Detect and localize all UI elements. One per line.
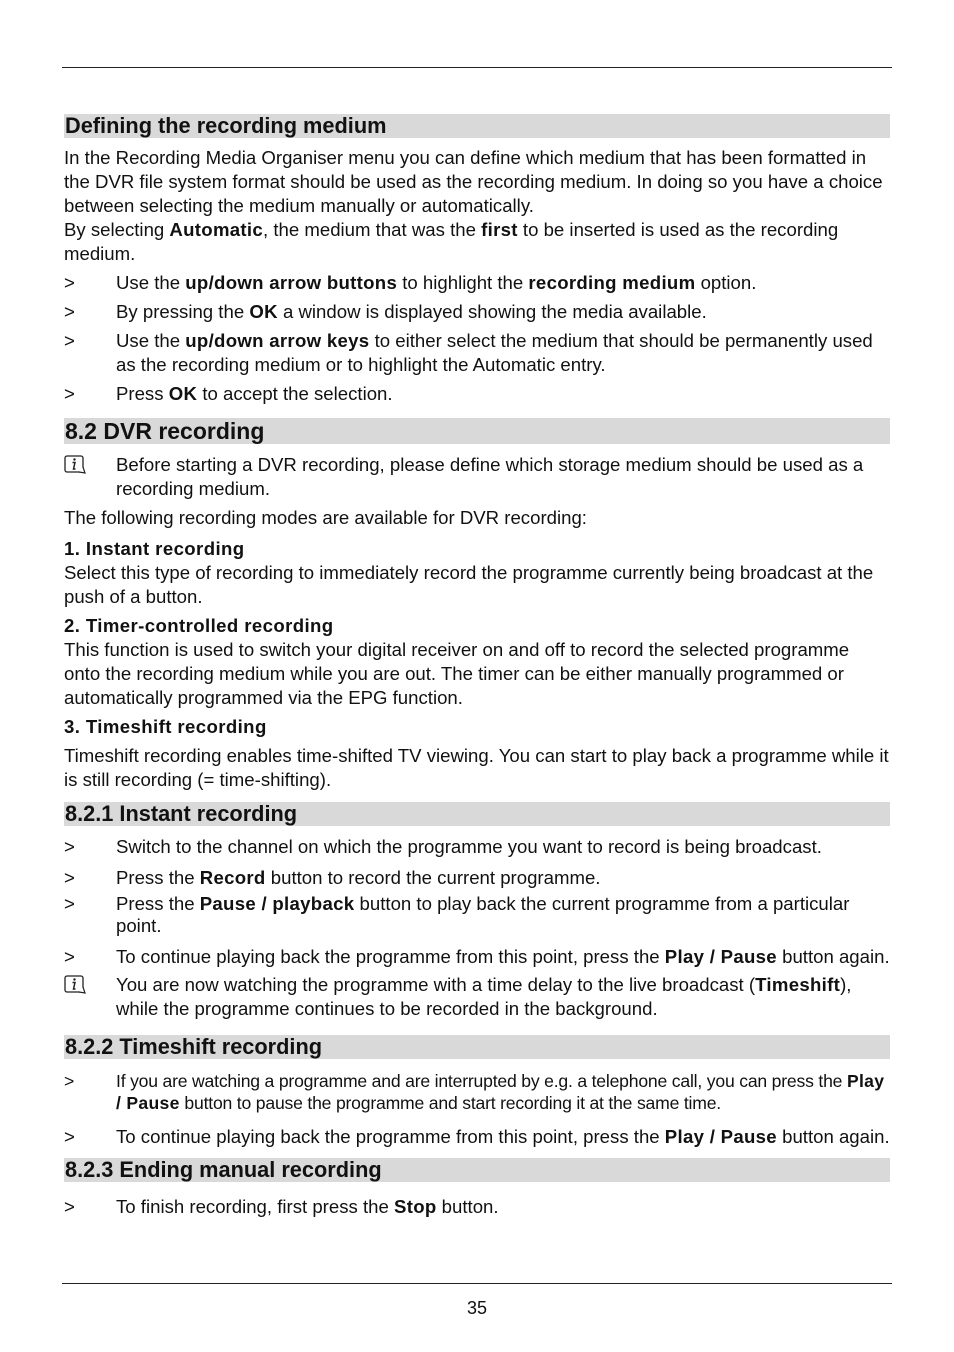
list-item [64,893,890,937]
list-item [64,1125,890,1149]
section-heading: 8.2 DVR recording [64,418,890,444]
emphasis: first [481,219,518,240]
emphasis: Stop [394,1196,437,1217]
emphasis: up/down arrow buttons [185,272,398,293]
bullet-marker: > [64,272,75,293]
text: Press the [116,867,200,888]
text: You are now watching the programme with a time delay to the live broadcast ( [116,974,756,995]
section-heading: 8.2.1 Instant recording [64,802,890,826]
bottom-rule [62,1283,892,1284]
paragraph: Timeshift recording enables time-shifted TV viewing. You can start to play back a programme while it is still recording (= time-shifting). [64,745,889,790]
list-item [64,300,890,324]
top-rule [62,67,892,68]
emphasis: Play / Pause [664,946,777,967]
emphasis: Pause / playback [199,893,355,914]
bullet-marker: > [64,1071,75,1091]
emphasis: Play / Pause [116,1071,885,1113]
text: Press the [116,893,200,914]
text: Switch to the channel on which the programme you want to record is being broadcast. [116,836,822,857]
section-heading: Defining the recording medium [64,114,890,138]
text: a window is displayed showing the media available. [277,301,707,322]
emphasis: Record [199,867,266,888]
bullet-marker: > [64,330,75,351]
bullet-marker: > [64,1196,75,1217]
paragraph: The following recording modes are available for DVR recording: [64,507,587,528]
list-item [64,946,890,968]
info-icon [64,455,86,481]
text: Use the [116,272,186,293]
text: button to record the current programme. [265,867,601,888]
list-item [64,329,890,377]
note-text: Before starting a DVR recording, please define which storage medium should be used as a recording medium. [116,454,864,499]
bullet-marker: > [64,1126,75,1147]
text: button. [436,1196,499,1217]
page-content [64,114,890,1219]
paragraph: Select this type of recording to immediately record the programme currently being broadcast at the push of a button. [64,562,874,607]
emphasis: Automatic [169,219,264,240]
text: , the medium that was the [263,219,482,240]
bullet-marker: > [64,301,75,322]
bullet-marker: > [64,867,75,888]
subheading: 3. Timeshift recording [64,716,267,737]
text: option. [695,272,757,293]
text: button to pause the programme and start recording it at the same time. [179,1093,721,1113]
emphasis: Timeshift [755,974,841,995]
info-note [64,453,890,501]
text: By selecting [64,219,170,240]
text: By pressing the [116,301,250,322]
bullet-marker: > [64,836,75,857]
text: to be inserted is used as the recording medium. [64,219,839,264]
paragraph: In the Recording Media Organiser menu you can define which medium that has been formatted in the DVR file system format should be used as the recording medium. In doing so you have a choice between selecting the medium manually or automatically. [64,147,883,216]
page-number: 35 [466,1298,488,1318]
emphasis: Play / Pause [664,1126,777,1147]
emphasis: recording medium [528,272,696,293]
text: to either select the medium that should be permanently used as the recording medium or to highlight the Automatic entry. [116,330,873,375]
section-heading: 8.2.3 Ending manual recording [64,1158,890,1182]
bullet-marker: > [64,893,75,914]
list-item [64,1070,890,1114]
list-item [64,271,890,295]
emphasis: up/down arrow keys [185,330,370,351]
list-item [64,1195,890,1219]
list-item [64,382,890,406]
text: button again. [776,946,890,967]
text: button to play back the current programme from a particular point. [116,893,850,936]
subheading: 1. Instant recording [64,538,245,559]
paragraph: This function is used to switch your digital receiver on and off to record the selected programme onto the recording medium while you are out. The timer can be either manually programmed or automatically programmed via the EPG function. [64,639,850,708]
text: ), while the programme continues to be recorded in the background. [116,974,852,1019]
list-item [64,866,890,890]
text: To finish recording, first press the [116,1196,394,1217]
text: button again. [776,1126,890,1147]
bullet-marker: > [64,383,75,404]
text: to highlight the [397,272,529,293]
info-note [64,973,890,1021]
info-icon [64,975,86,1001]
text: Press [116,383,169,404]
text: To continue playing back the programme from this point, press the [116,946,665,967]
bullet-marker: > [64,946,75,967]
text: If you are watching a programme and are interrupted by e.g. a telephone call, you can press the [116,1071,847,1091]
text: Use the [116,330,186,351]
list-item [64,835,890,859]
subheading: 2. Timer-controlled recording [64,615,334,636]
emphasis: OK [168,383,198,404]
paragraph [64,218,890,266]
text: to accept the selection. [197,383,393,404]
text: To continue playing back the programme from this point, press the [116,1126,665,1147]
emphasis: OK [249,301,278,322]
section-heading: 8.2.2 Timeshift recording [64,1035,890,1059]
